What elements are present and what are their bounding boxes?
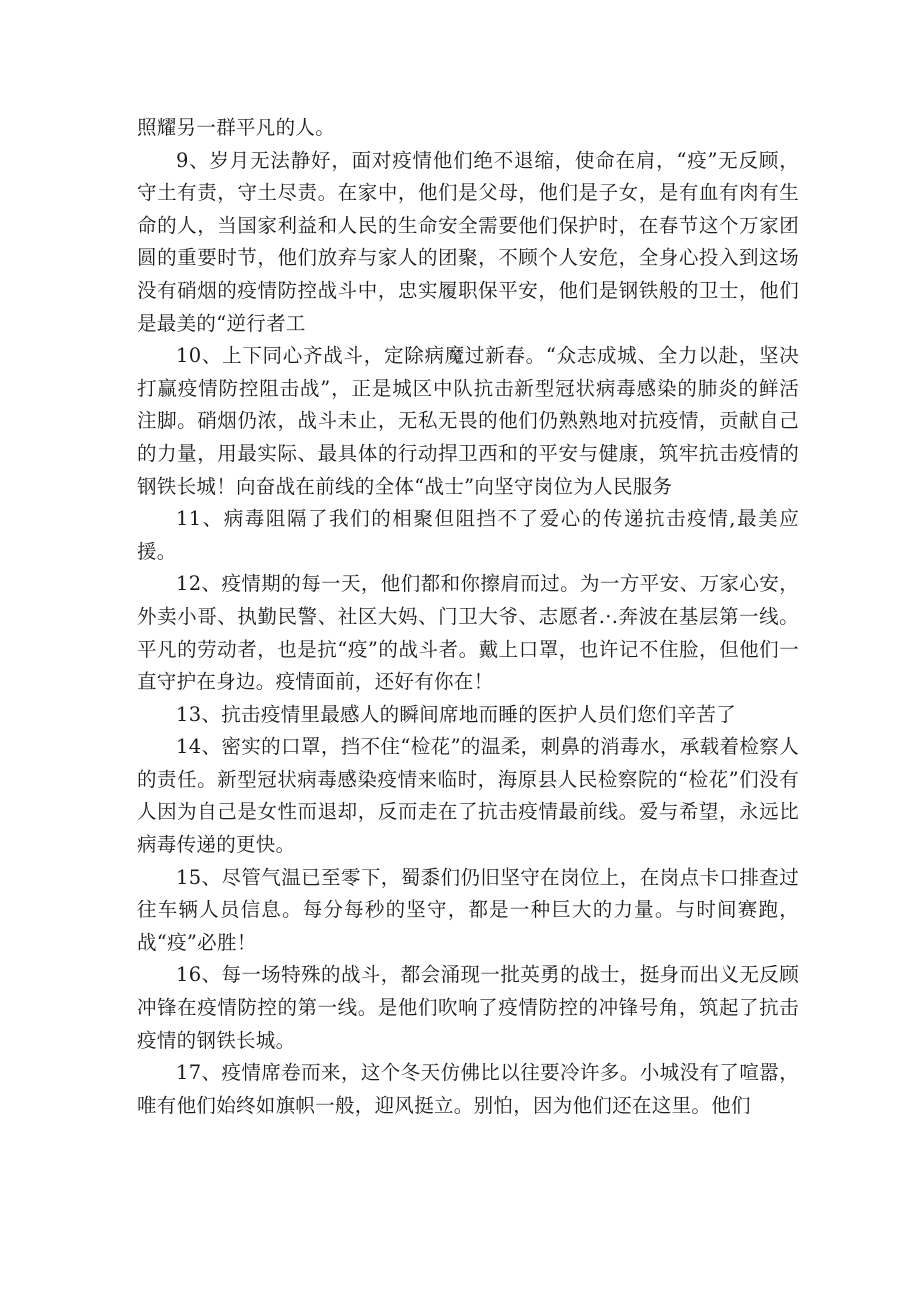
paragraph-item-10: 10、上下同心齐战斗，定除病魔过新春。“众志成城、全力以赴，坚决打赢疫情防控阻击战”，正是城区中队抗击新型冠状病毒感染的肺炎的鲜活注脚。硝烟仍浓，战斗未止，无私无畏的他们仍熟熟地对抗疫情，贡献自己的力量，用最实际、最具体的行动捍卫西和的平安与健康，筑牢抗击疫情的钢铁长城！向奋战在前线的全体“战士”向坚守岗位为人民服务 bbox=[137, 344, 799, 498]
paragraph-item-9: 9、岁月无法静好，面对疫情他们绝不退缩，使命在肩，“疫”无反顾，守土有责，守土尽责。在家中，他们是父母，他们是子女，是有血有肉有生命的人，当国家利益和人民的生命安全需要他们保护时，在春节这个万家团圆的重要时节，他们放弃与家人的团聚，不顾个人安危，全身心投入到这场没有硝烟的疫情防控战斗中，忠实履职保平安，他们是钢铁般的卫士，他们是最美的“逆行者工 bbox=[137, 148, 799, 335]
paragraph-item-14: 14、密实的口罩，挡不住“检花”的温柔，刺鼻的消毒水，承载着检察人的责任。新型冠状病毒感染疫情来临时，海原县人民检察院的“检花”们没有人因为自己是女性而退却，反而走在了抗击疫情最前线。爱与希望，永远比病毒传递的更快。 bbox=[137, 735, 799, 857]
paragraph-continuation: 照耀另一群平凡的人。 bbox=[137, 116, 336, 139]
paragraph-item-13: 13、抗击疫情里最感人的瞬间席地而睡的医护人员们您们辛苦了 bbox=[176, 702, 737, 726]
document-body bbox=[137, 112, 799, 1122]
paragraph-item-15: 15、尽管气温已至零下，蜀黍们仍旧坚守在岗位上，在岗点卡口排查过往车辆人员信息。每分每秒的坚守，都是一种巨大的力量。与时间赛跑，战“疫”必胜！ bbox=[137, 865, 799, 954]
paragraph-item-16: 16、每一场特殊的战斗，都会涌现一批英勇的战士，挺身而出义无反顾冲锋在疫情防控的第一线。是他们吹响了疫情防控的冲锋号角，筑起了抗击疫情的钢铁长城。 bbox=[137, 963, 799, 1052]
paragraph-item-17: 17、疫情席卷而来，这个冬天仿佛比以往要冷许多。小城没有了喧嚣，唯有他们始终如旗帜一般，迎风挺立。别怕，因为他们还在这里。他们 bbox=[137, 1061, 799, 1117]
paragraph-item-11: 11、病毒阻隔了我们的相聚但阻挡不了爱心的传递抗击疫情,最美应援。 bbox=[137, 507, 799, 563]
paragraph-item-12: 12、疫情期的每一天，他们都和你擦肩而过。为一方平安、万家心安，外卖小哥、执勤民警、社区大妈、门卫大爷、志愿者.·.奔波在基层第一线。平凡的劳动者，也是抗“疫”的战斗者。戴上口罩，也许记不住脸，但他们一直守护在身边。疫情面前，还好有你在！ bbox=[137, 572, 799, 694]
